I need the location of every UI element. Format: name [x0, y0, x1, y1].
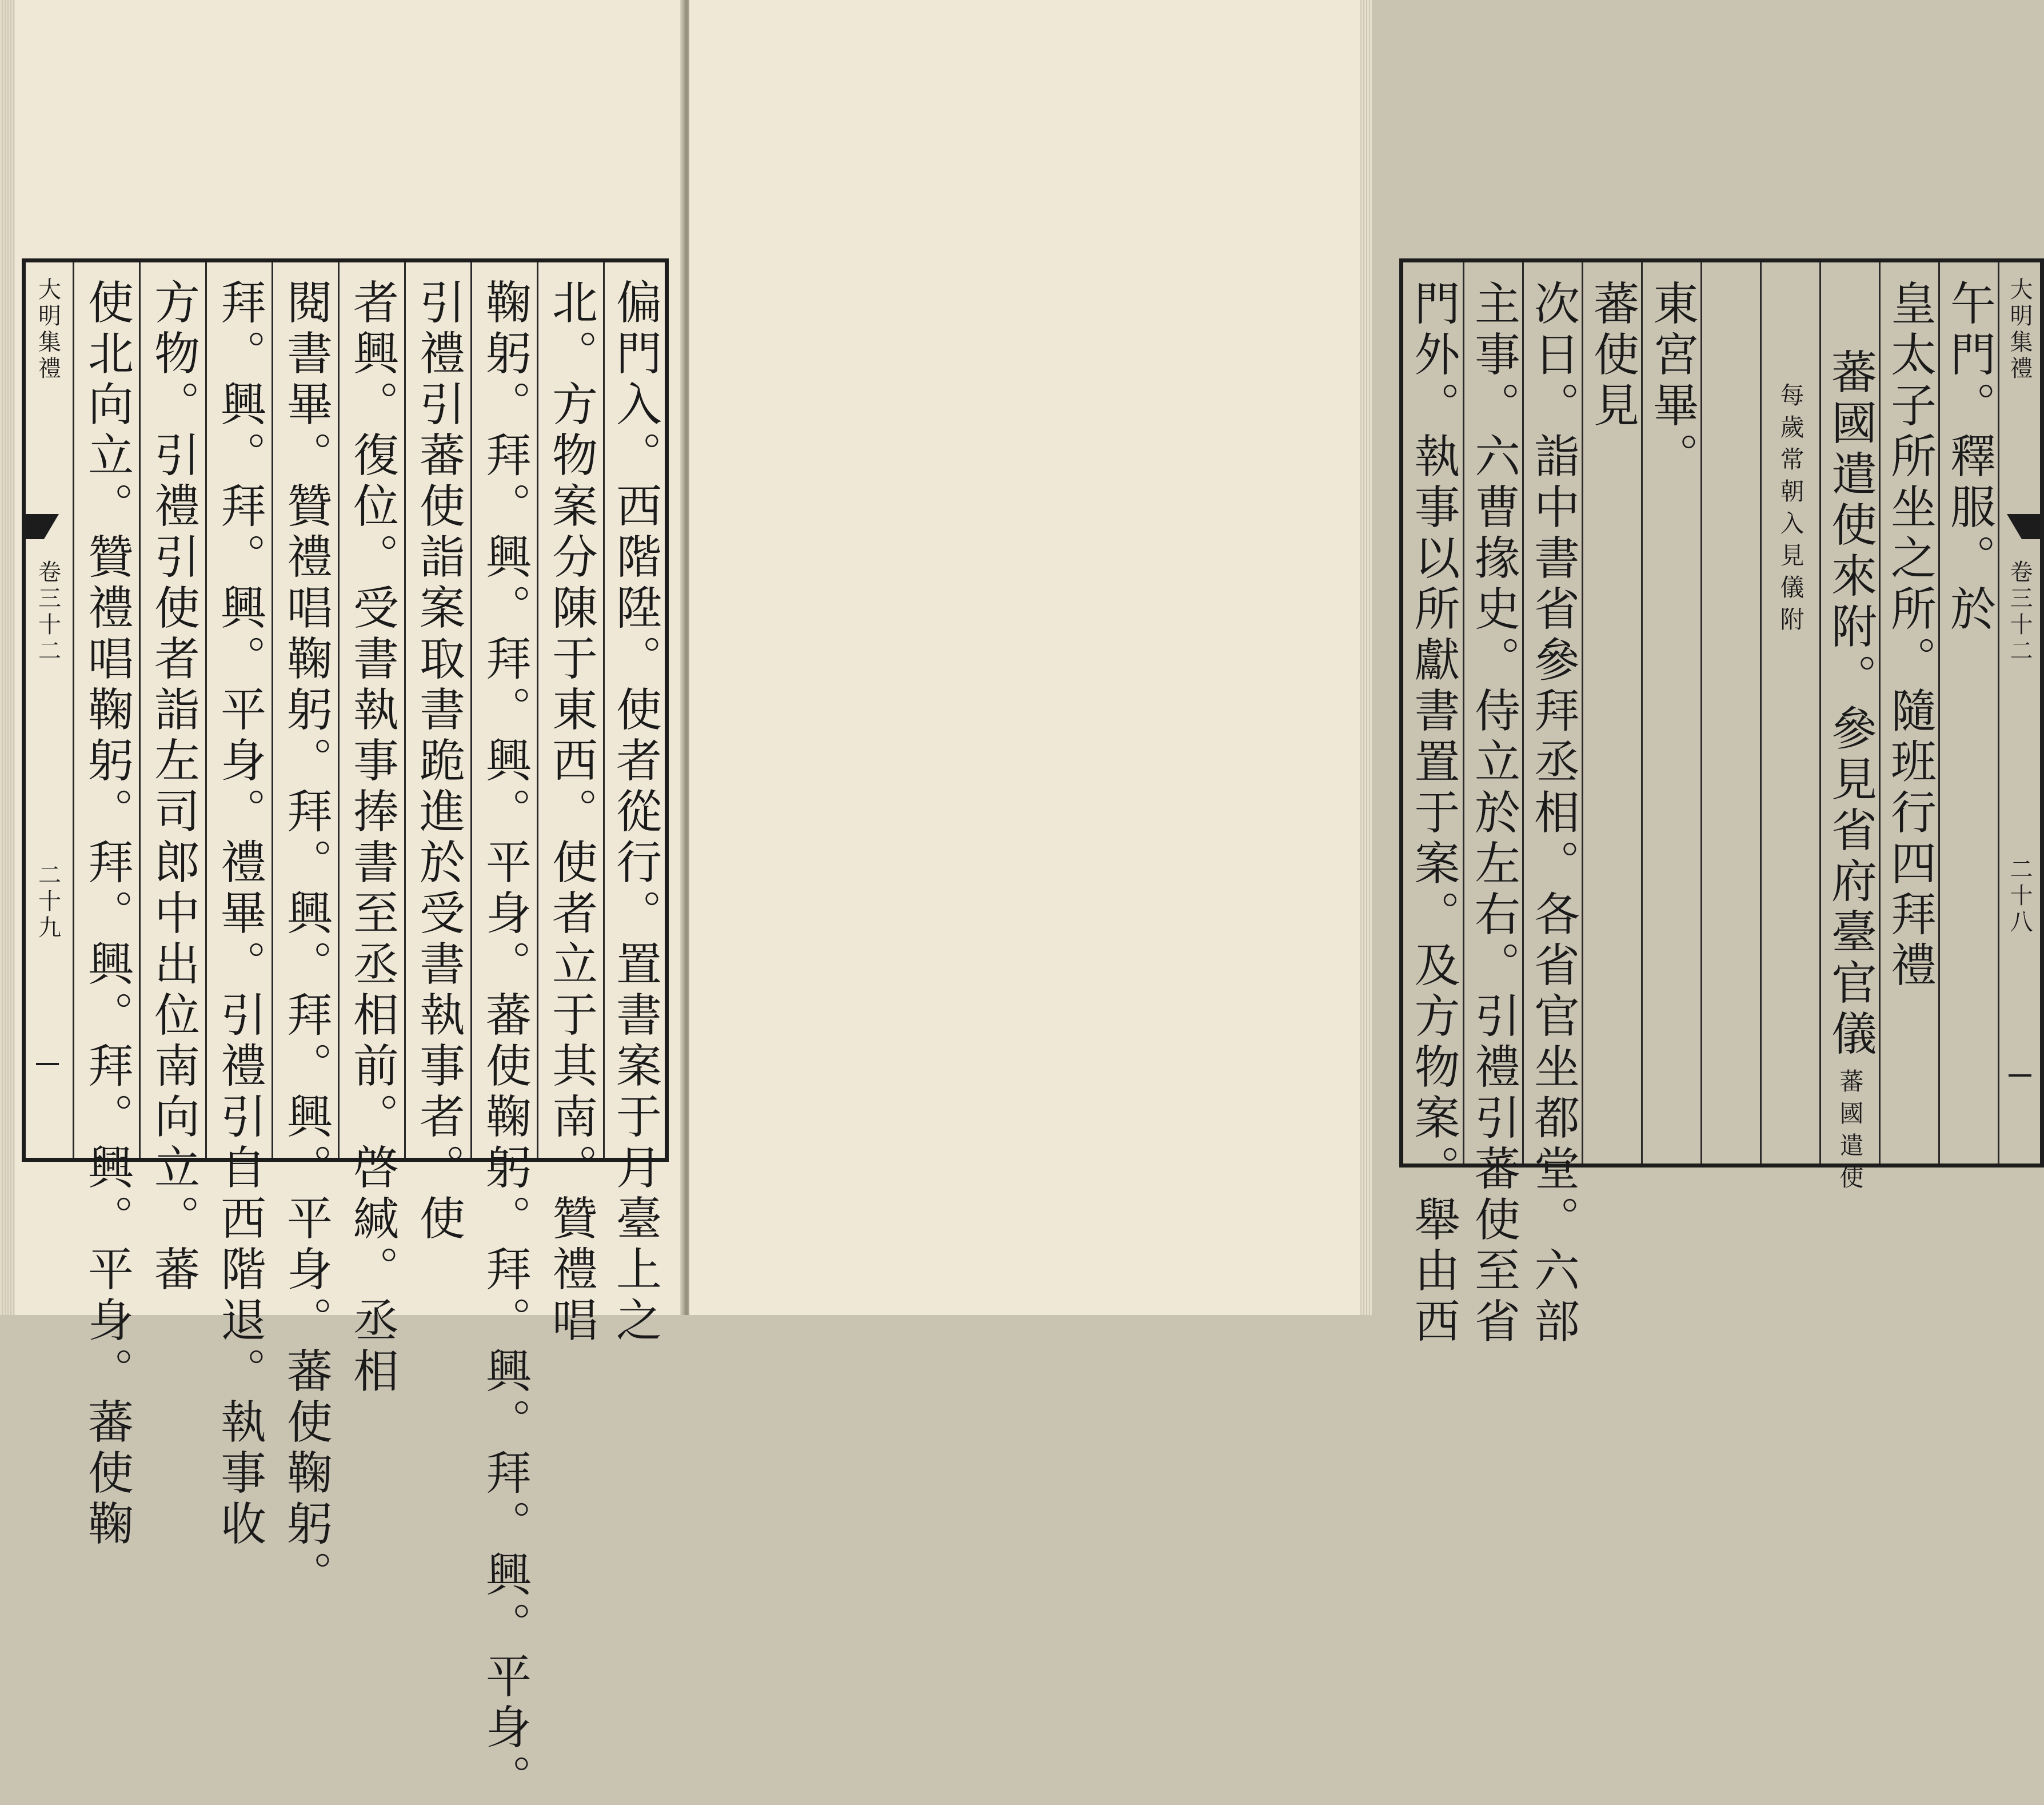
text-column-6 — [1700, 262, 1760, 1164]
text-column-9 — [1522, 262, 1582, 1348]
right-margin-folio: 二十八 — [2006, 857, 2033, 936]
text-column-7 — [205, 262, 272, 1551]
left-margin-volume: 卷三十二 — [34, 560, 61, 665]
column-text: 東宮畢。 — [1645, 280, 1699, 483]
column-text: 次日。詣中書省參拜丞相。各省官坐都堂。六部 — [1526, 280, 1580, 1348]
column-text: 者興。復位。受書執事捧書至丞相前。啓緘。丞相 — [345, 278, 399, 1398]
left-page-edge — [0, 0, 15, 1315]
text-column-3 — [470, 262, 537, 1805]
text-column-5 — [1760, 262, 1819, 1164]
left-margin-folio: 二十九 — [34, 863, 61, 942]
text-column-4 — [1819, 262, 1879, 1197]
column-text: 閱書畢。贊禮唱鞠躬。拜。興。拜。興。平身。蕃使鞠躬。 — [279, 278, 333, 1601]
margin-rule-mark — [2009, 1074, 2031, 1077]
column-text: 北。方物案分陳于東西。使者立于其南。贊禮唱 — [544, 278, 598, 1347]
text-column-8 — [139, 262, 205, 1296]
left-margin-strip — [26, 262, 70, 1158]
right-page-edge — [1360, 0, 1372, 1315]
column-text: 主事。六曹掾史。侍立於左右。引禮引蕃使至省 — [1467, 280, 1520, 1348]
right-margin-strip — [1998, 262, 2040, 1164]
column-text: 拜。興。拜。興。平身。禮畢。引禮引自西階退。執事收 — [213, 278, 266, 1551]
column-text: 午門。釋服。於 — [1942, 280, 1996, 636]
right-page — [689, 0, 2033, 1348]
column-text: 使北向立。贊禮唱鞠躬。拜。興。拜。興。平身。蕃使鞠 — [80, 278, 134, 1551]
column-text: 蕃國遣使來附。參見省府臺官儀 — [1823, 348, 1877, 1061]
column-text: 引禮引蕃使詣案取書跪進於受書執事者。使 — [412, 278, 465, 1245]
right-text-frame — [1399, 258, 2044, 1348]
left-page — [0, 0, 684, 1805]
margin-rule-mark — [36, 1063, 59, 1065]
text-column-3 — [1879, 262, 1938, 1164]
annotation-text: 蕃國遣使 — [1836, 1069, 1865, 1197]
fish-tail-mark — [26, 514, 59, 539]
text-column-2 — [1938, 262, 1998, 1164]
text-column-9 — [73, 262, 139, 1551]
column-text: 皇太子所坐之所。隨班行四拜禮 — [1883, 280, 1937, 992]
left-margin-title: 大明集禮 — [34, 277, 61, 382]
column-text: 鞠躬。拜。興。拜。興。平身。蕃使鞠躬。拜。興。拜。興。平身。 — [478, 278, 532, 1805]
section-heading: 蕃使見 — [1586, 280, 1639, 432]
annotation-text: 每歲常朝入見儀附 — [1776, 382, 1805, 639]
text-column-6 — [272, 262, 338, 1601]
text-column-5 — [338, 262, 404, 1398]
text-column-1 — [603, 262, 665, 1347]
text-column-4 — [404, 262, 470, 1245]
text-column-2 — [537, 262, 603, 1347]
text-column-8 — [1582, 262, 1641, 1164]
column-text: 方物。引禮引使者詣左司郎中出位南向立。蕃 — [146, 278, 200, 1296]
column-text: 門外。執事以所獻書置于案。及方物案。舉由西 — [1407, 280, 1460, 1348]
right-margin-volume: 卷三十二 — [2006, 560, 2033, 665]
text-column-7 — [1641, 262, 1700, 1164]
text-column-10 — [1463, 262, 1522, 1348]
fish-tail-mark — [2007, 514, 2040, 539]
left-text-frame — [22, 258, 669, 1805]
right-margin-title: 大明集禮 — [2006, 277, 2033, 382]
column-text: 偏門入。西階陞。使者從行。置書案于月臺上之 — [608, 278, 662, 1347]
text-column-11 — [1403, 262, 1463, 1348]
